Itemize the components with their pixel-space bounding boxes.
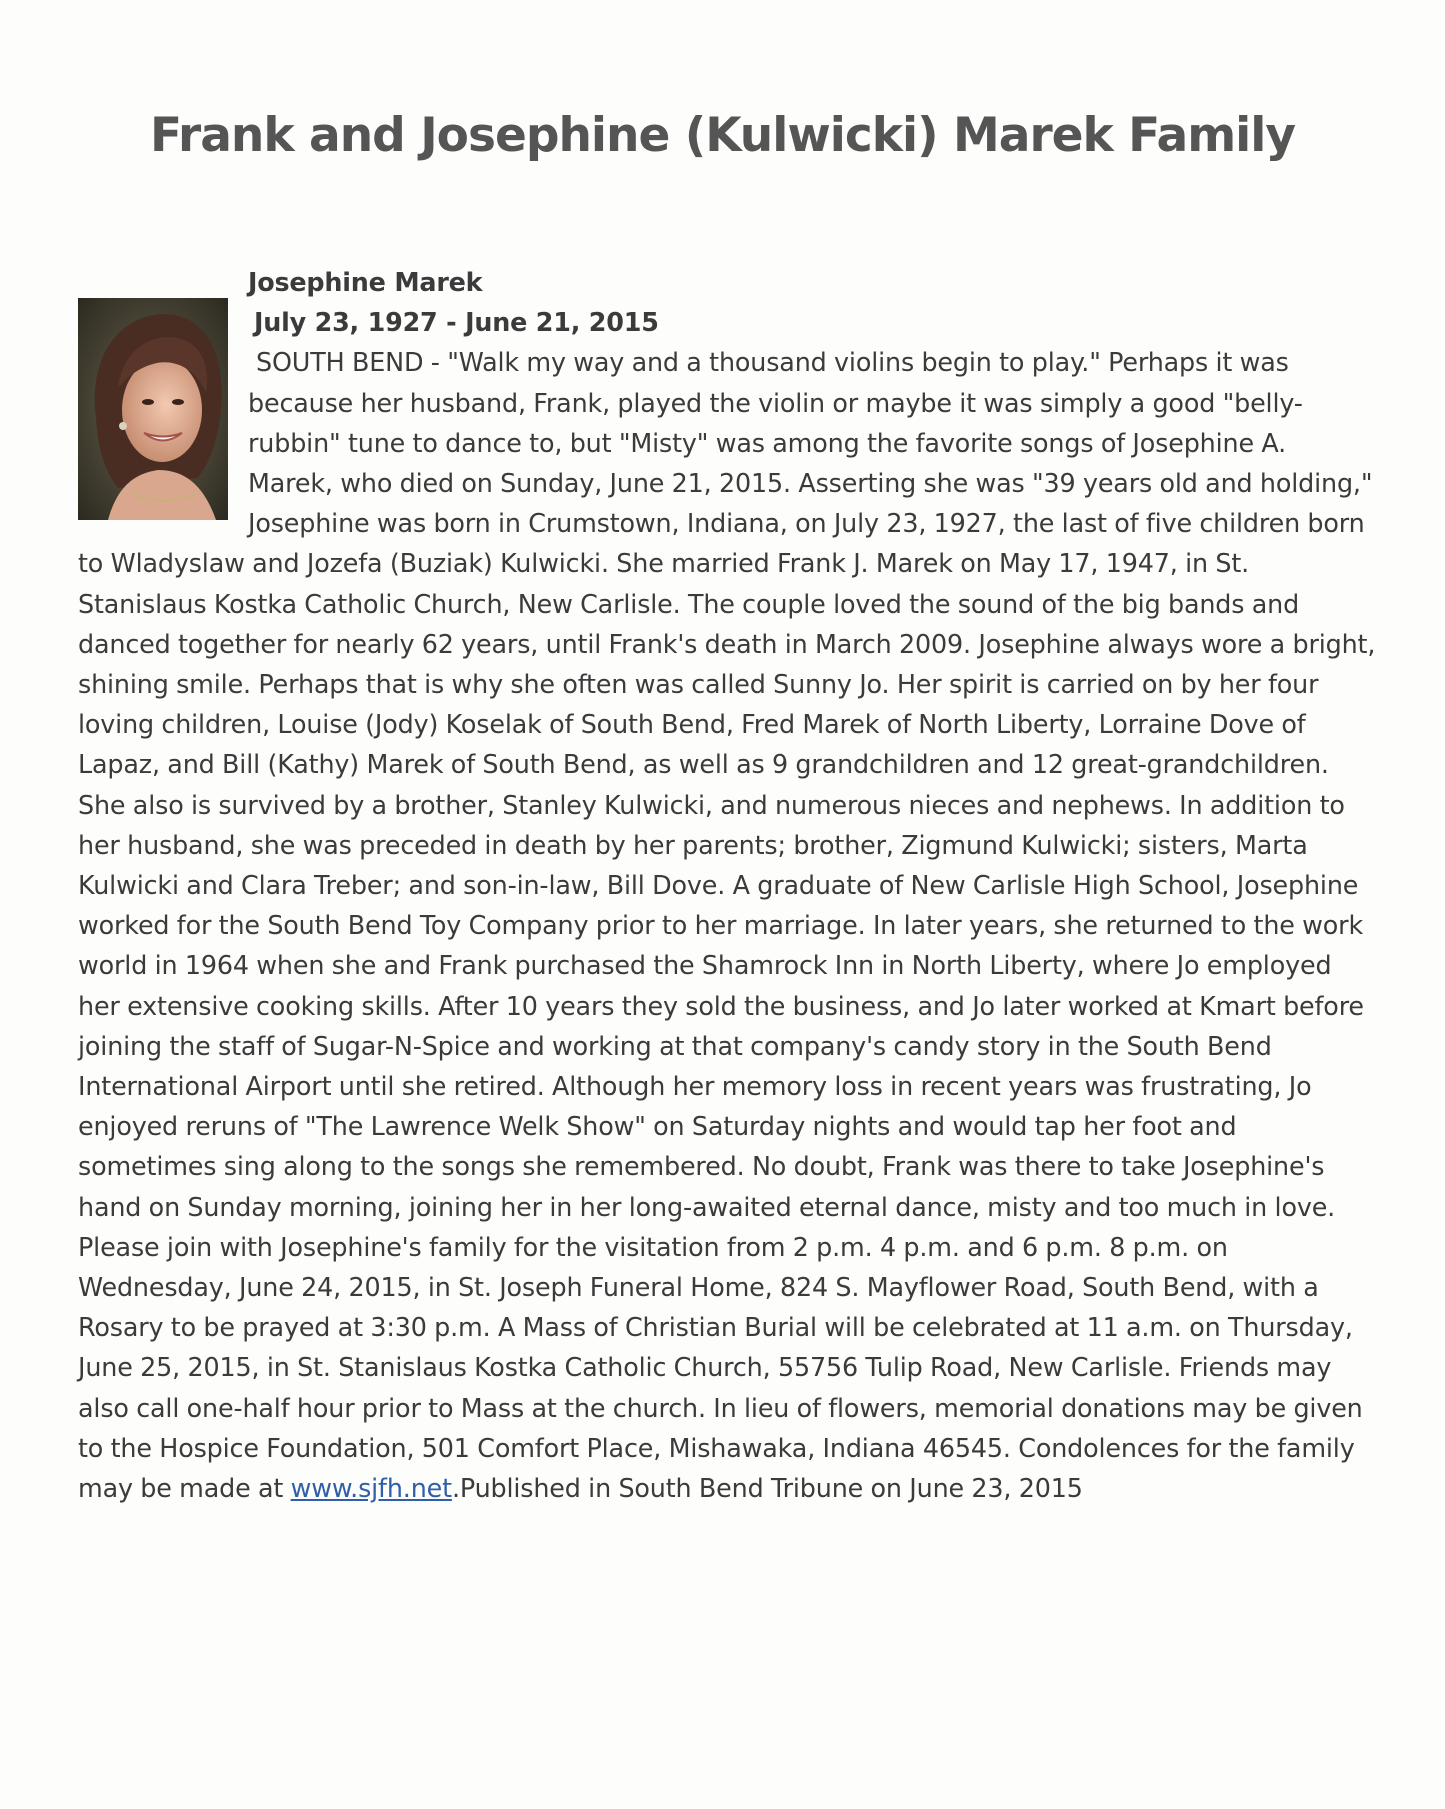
publication-note: .Published in South Bend Tribune on June 23, 2015 — [451, 1473, 1083, 1504]
obituary-text — [78, 262, 1378, 1508]
life-dates: July 23, 1927 - June 21, 2015 — [254, 307, 659, 338]
funeral-home-link[interactable]: www.sjfh.net — [290, 1473, 452, 1504]
document-title: Frank and Josephine (Kulwicki) Marek Family — [149, 108, 1296, 163]
obituary-body: SOUTH BEND - "Walk my way and a thousand violins begin to play." Perhaps it was because her husband, Frank, played the violin or maybe it was simply a good "belly-rubbin" tune to dance to, but "Misty" was among the favorite songs of Josephine A. Marek, who died on Sunday, June 21, 2015. Asserting she was "39 years old and holding," Josephine was born in Crumstown, Indiana, on July 23, 1927, the last of five children born to Wladyslaw and Jozefa (Buziak) Kulwicki. She married Frank J. Marek on May 17, 1947, in St. Stanislaus Kostka Catholic Church, New Carlisle. The couple loved the sound of the big bands and danced together for nearly 62 years, until Frank's death in March 2009. Josephine always wore a bright, shining smile. Perhaps that is why she often was called Sunny Jo. Her spirit is carried on by her four loving children, Louise (Jody) Koselak of South Bend, Fred Marek of North Liberty, Lorraine Dove of Lapaz, and Bill (Kathy) Marek of South Bend, as well as 9 grandchildren and 12 great-grandchildren. She also is survived by a brother, Stanley Kulwicki, and numerous nieces and nephews. In addition to her husband, she was preceded in death by her parents; brother, Zigmund Kulwicki; sisters, Marta Kulwicki and Clara Treber; and son-in-law, Bill Dove. A graduate of New Carlisle High School, Josephine worked for the South Bend Toy Company prior to her marriage. In later years, she returned to the work world in 1964 when she and Frank purchased the Shamrock Inn in North Liberty, where Jo employed her extensive cooking skills. After 10 years they sold the business, and Jo later worked at Kmart before joining the staff of Sugar-N-Spice and working at that company's candy story in the South Bend International Airport until she retired. Although her memory loss in recent years was frustrating, Jo enjoyed reruns of "The Lawrence Welk Show" on Saturday nights and would tap her foot and sometimes sing along to the songs she remembered. No doubt, Frank was there to take Josephine's hand on Sunday morning, joining her in her long-awaited eternal dance, misty and too much in love. Please join with Josephine's family for the visitation from 2 p.m. 4 p.m. and 6 p.m. 8 p.m. on Wednesday, June 24, 2015, in St. Joseph Funeral Home, 824 S. Mayflower Road, South Bend, with a Rosary to be prayed at 3:30 p.m. A Mass of Christian Burial will be celebrated at 11 a.m. on Thursday, June 25, 2015, in St. Stanislaus Kostka Catholic Church, 55756 Tulip Road, New Carlisle. Friends may also call one-half hour prior to Mass at the church. In lieu of flowers, memorial donations may be given to the Hospice Foundation, 501 Comfort Place, Mishawaka, Indiana 46545. Condolences for the family may be made at — [78, 347, 1376, 1504]
photo-spacer — [78, 262, 248, 514]
person-name: Josephine Marek — [248, 267, 483, 297]
